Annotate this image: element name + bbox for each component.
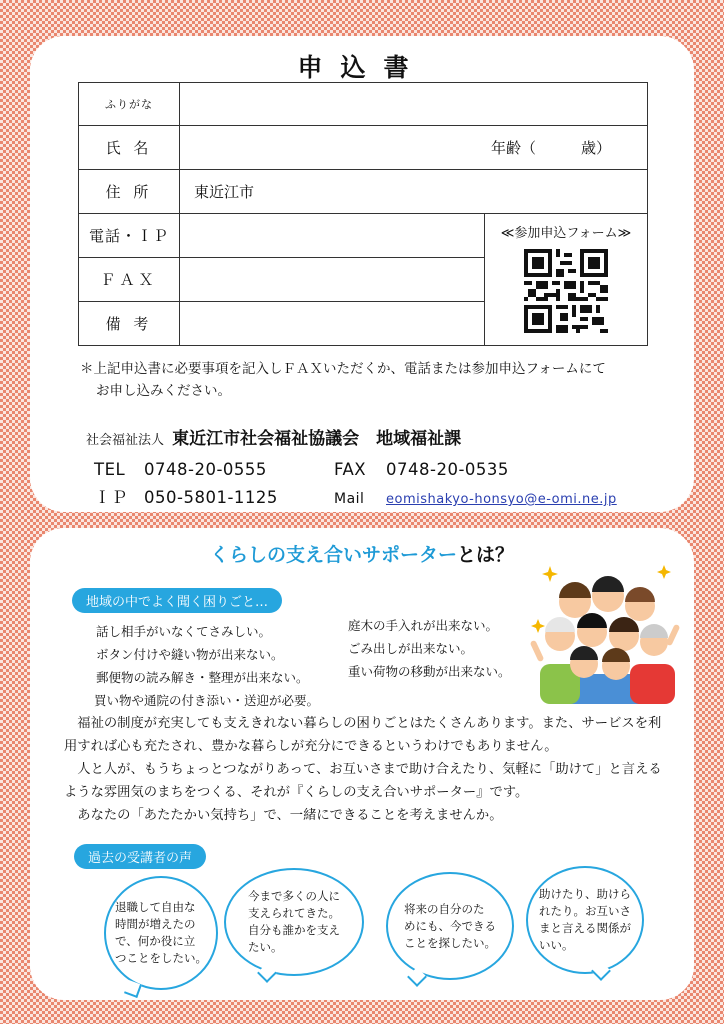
voice-bubble-4 <box>526 866 644 974</box>
voice-line: で、何か役に立 <box>115 934 196 948</box>
list-item: 郵便物の読み解き・整理が出来ない。 <box>96 670 309 685</box>
section-title-tail: とは？ <box>457 544 515 566</box>
org-type: 社会福祉法人 <box>86 433 165 448</box>
fax-label: ＦＡＸ <box>79 258 180 302</box>
list-item: 話し相手がいなくてさみしい。 <box>96 624 272 639</box>
notes-field[interactable] <box>180 302 485 346</box>
ip-number[interactable]: 050-5801-1125 <box>144 488 278 507</box>
voice-bubble-1 <box>104 876 218 990</box>
org-name: 東近江市社会福祉協議会 地域福祉課 <box>172 429 462 449</box>
voice-line: れたり。お互いさ <box>539 904 631 918</box>
voice-line: 時間が増えたの <box>115 917 196 931</box>
section-title-main: くらしの支え合いサポーター <box>209 544 457 566</box>
tel-label: TEL <box>94 460 126 479</box>
troubles-heading: 地域の中でよく聞く困りごと… <box>72 588 282 613</box>
people-group-illustration <box>530 564 680 704</box>
tel-number[interactable]: 0748-20-0555 <box>144 460 267 479</box>
voice-line: 今まで多くの人に <box>248 889 340 903</box>
voice-line: いい。 <box>539 938 574 952</box>
name-label: 氏 名 <box>79 126 180 170</box>
qr-title: ≪参加申込フォーム≫ <box>500 226 632 241</box>
list-item: 買い物や通院の付き添い・送迎が必要。 <box>94 693 320 708</box>
list-item: 庭木の手入れが出来ない。 <box>348 618 499 633</box>
list-item: ボタン付けや縫い物が出来ない。 <box>96 647 284 662</box>
voice-bubble-3 <box>386 872 514 980</box>
voice-line: 支えられてきた。 <box>248 906 340 920</box>
voice-line: 自分も誰かを支え <box>248 923 340 937</box>
voice-line: 将来の自分のた <box>404 901 485 916</box>
qr-code-icon[interactable] <box>524 249 608 333</box>
form-note <box>80 358 606 402</box>
voice-line: まと言える関係が <box>539 921 631 935</box>
contact-line-2 <box>94 484 617 508</box>
address-label: 住 所 <box>79 170 180 214</box>
voice-line: めにも、今できる <box>404 918 496 933</box>
contact-line-1 <box>94 460 509 479</box>
voice-bubble-2 <box>224 868 364 976</box>
age-label: 年齢（ 歳） <box>490 139 611 157</box>
list-item: ごみ出しが出来ない。 <box>348 641 474 656</box>
fax-contact-label: FAX <box>334 460 367 479</box>
supporter-info-card <box>30 528 694 1000</box>
note-line-2: お申し込みください。 <box>96 383 231 399</box>
mail-label: Mail <box>334 491 365 507</box>
notes-label: 備 考 <box>79 302 180 346</box>
voice-line: つことをしたい。 <box>115 951 207 965</box>
furigana-field[interactable] <box>180 83 648 126</box>
mail-link[interactable]: eomishakyo-honsyo@e-omi.ne.jp <box>386 492 617 507</box>
fax-number: 0748-20-0535 <box>386 460 509 479</box>
voice-line: たい。 <box>248 940 283 954</box>
voices-heading: 過去の受講者の声 <box>74 844 206 869</box>
form-title: 申込書 <box>297 53 427 82</box>
qr-cell <box>485 214 648 346</box>
voice-line: 退職して自由な <box>115 900 196 914</box>
phone-label: 電話・ＩＰ <box>79 214 180 258</box>
furigana-label: ふりがな <box>79 83 180 126</box>
organization <box>86 424 461 449</box>
description-paragraph-2: 人と人が、もうちょっとつながりあって、お互いさまで助け合えたり、気軽に「助けて」と言えるような雰囲気のまちをつくる、それが『くらしの支え合いサポーター』です。 <box>64 762 662 800</box>
voice-line: 助けたり、助けら <box>539 887 631 901</box>
note-line-1: ＊上記申込書に必要事項を記入しＦＡＸいただくか、電話または参加申込フォームにて <box>80 361 606 377</box>
application-form-table <box>78 82 648 346</box>
list-item: 重い荷物の移動が出来ない。 <box>348 664 511 679</box>
troubles-right-list <box>348 614 511 683</box>
section-title <box>30 540 694 567</box>
ip-label: ＩＰ <box>94 488 128 507</box>
fax-field[interactable] <box>180 258 485 302</box>
troubles-left-list <box>96 620 319 712</box>
application-form-card <box>30 36 694 512</box>
phone-field[interactable] <box>180 214 485 258</box>
description-paragraph-3: あなたの「あたたかい気持ち」で、一緒にできることを考えませんか。 <box>77 808 503 823</box>
description <box>64 712 670 827</box>
voice-line: ことを探したい。 <box>404 935 496 950</box>
description-paragraph-1: 福祉の制度が充実しても支えきれない暮らしの困りごとはたくさんあります。また、サービスを利用すれば心も充たされ、豊かな暮らしが充分にできるというわけでもありません。 <box>64 716 662 754</box>
name-field[interactable] <box>180 126 648 170</box>
address-field[interactable]: 東近江市 <box>180 170 648 214</box>
